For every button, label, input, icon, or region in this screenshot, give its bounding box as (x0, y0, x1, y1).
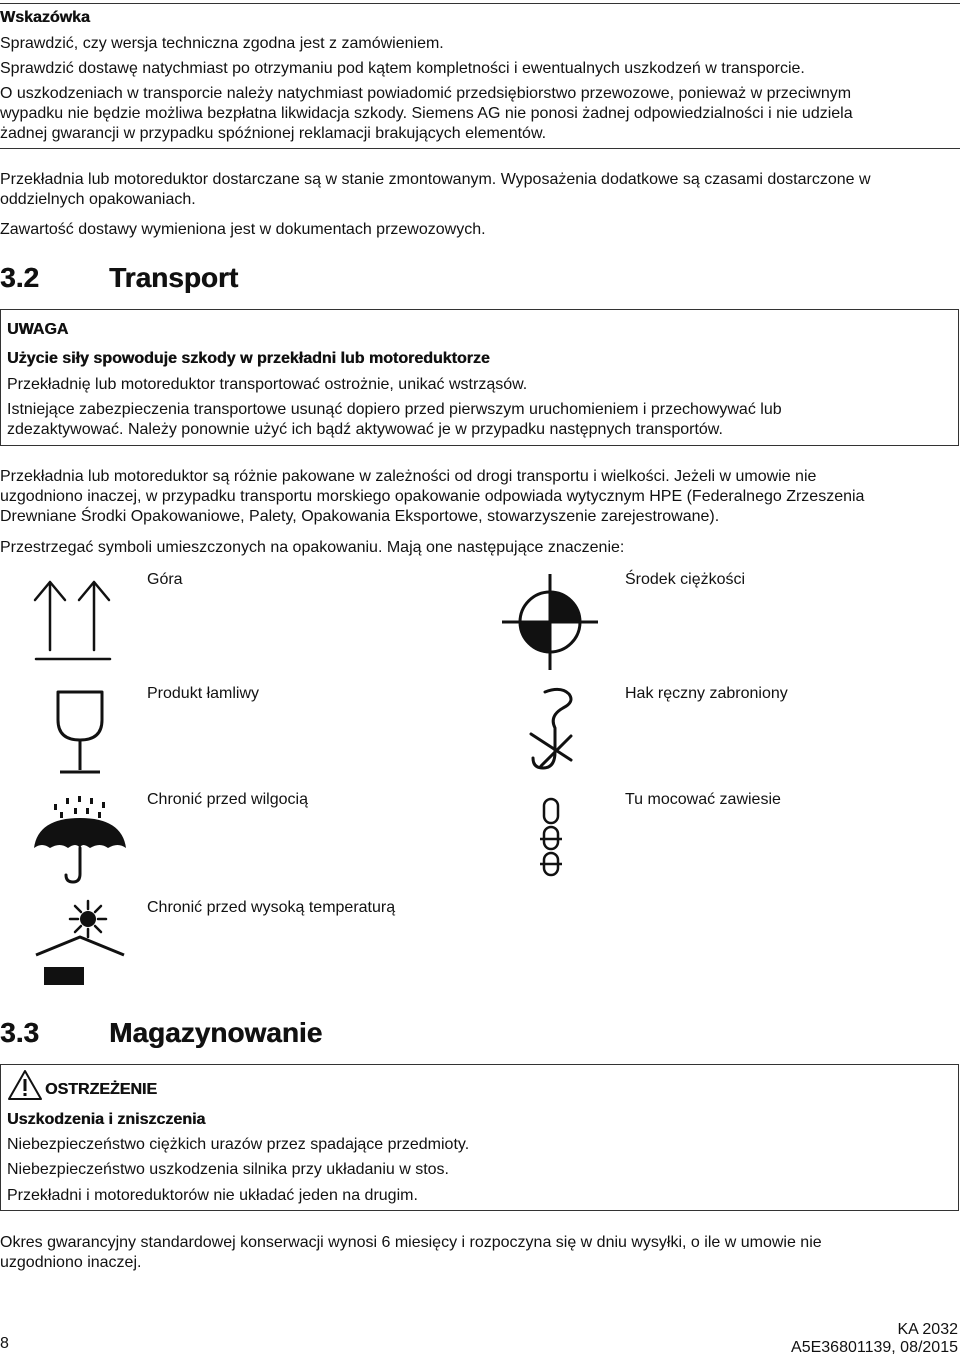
warning-box (0, 1064, 959, 1211)
doc-id: A5E36801139, 08/2015 (791, 1339, 958, 1356)
section-title-storage: Magazynowanie (109, 1017, 323, 1048)
intro-line-3: Zawartość dostawy wymieniona jest w dokumentach przewozowych. (0, 221, 486, 238)
hint-title: Wskazówka (0, 9, 90, 26)
transport-line-2: uzgodniono inaczej, w przypadku transportu morskiego opakowanie odpowiada wytycznym HPE (Federalnego Zrzeszenia (0, 488, 865, 505)
hint-top-rule (0, 3, 960, 4)
no-hooks-icon (525, 686, 585, 776)
center-of-gravity-icon (500, 572, 600, 672)
symbol-label-no-hooks: Hak ręczny zabroniony (625, 685, 788, 702)
warning-line-3: Przekładni i motoreduktorów nie układać jeden na drugim. (7, 1187, 418, 1204)
section-number-storage: 3.3 (0, 1017, 39, 1048)
warranty-line-2: uzgodniono inaczej. (0, 1254, 142, 1271)
notice-box (0, 309, 959, 446)
symbol-label-keep-dry: Chronić przed wilgocią (147, 791, 308, 808)
protect-from-heat-icon (30, 897, 130, 989)
hint-line-3: O uszkodzeniach w transporcie należy natychmiast powiadomić przedsiębiorstwo przewozowe, ponieważ w przeciwnym (0, 85, 852, 102)
hint-line-1: Sprawdzić, czy wersja techniczna zgodna jest z zamówieniem. (0, 35, 444, 52)
keep-dry-umbrella-icon (30, 792, 130, 887)
notice-line-1: Przekładnię lub motoreduktor transportować ostrożnie, unikać wstrząsów. (7, 376, 528, 393)
warning-line-1: Niebezpieczeństwo ciężkich urazów przez spadające przedmioty. (7, 1136, 470, 1153)
warning-heading: Uszkodzenia i zniszczenia (7, 1111, 206, 1128)
section-number-transport: 3.2 (0, 262, 39, 293)
notice-line-3: zdezaktywować. Należy ponownie użyć ich bądź aktywować je w przypadku następnych transportów. (7, 421, 723, 438)
intro-line-1: Przekładnia lub motoreduktor dostarczane są w stanie zmontowanym. Wyposażenia dodatkowe są czasami dostarczone w (0, 171, 871, 188)
hint-line-4: wypadku nie będzie możliwa bezpłatna likwidacja szkody. Siemens AG nie ponosi żadnej odpowiedzialności i nie udziela (0, 105, 853, 122)
transport-line-3: Drewniane Środki Opakowaniowe, Palety, Opakowania Eksportowe, stowarzyszenie zarejestrowane). (0, 508, 720, 525)
transport-line-1: Przekładnia lub motoreduktor są różnie pakowane w zależności od drogi transportu i wielkości. Jeżeli w umowie nie (0, 468, 817, 485)
fragile-glass-icon (50, 688, 110, 778)
section-title-transport: Transport (109, 262, 239, 293)
hint-bottom-rule (0, 148, 960, 149)
symbol-label-fragile: Produkt łamliwy (147, 685, 260, 702)
symbol-label-center-of-gravity: Środek ciężkości (625, 571, 746, 588)
symbol-label-up: Góra (147, 571, 183, 588)
notice-heading: Użycie siły spowoduje szkody w przekładni lub motoreduktorze (7, 350, 490, 367)
hint-line-2: Sprawdzić dostawę natychmiast po otrzymaniu pod kątem kompletności i ewentualnych uszkodzeń w transporcie. (0, 60, 805, 77)
notice-label: UWAGA (7, 321, 69, 338)
this-way-up-icon (30, 575, 115, 665)
warranty-line-1: Okres gwarancyjny standardowej konserwacji wynosi 6 miesięcy i rozpoczyna się w dniu wysyłki, o ile w umowie nie (0, 1234, 822, 1251)
doc-code: KA 2032 (897, 1321, 958, 1338)
symbols-intro: Przestrzegać symboli umieszczonych na opakowaniu. Mają one następujące znaczenie: (0, 539, 625, 556)
symbol-label-sling-here: Tu mocować zawiesie (625, 791, 781, 808)
page-number: 8 (0, 1335, 9, 1352)
notice-line-2: Istniejące zabezpieczenia transportowe usunąć dopiero przed pierwszym uruchomieniem i przechowywać lub (7, 401, 782, 418)
warning-triangle-icon (7, 1069, 43, 1101)
hint-line-5: żadnej gwarancji w przypadku spóźnionej reklamacji brakujących elementów. (0, 125, 547, 142)
warning-line-2: Niebezpieczeństwo uszkodzenia silnika przy układaniu w stos. (7, 1161, 449, 1178)
sling-here-chain-icon (536, 795, 566, 880)
warning-label: OSTRZEŻENIE (45, 1081, 158, 1098)
symbol-label-protect-heat: Chronić przed wysoką temperaturą (147, 899, 396, 916)
intro-line-2: oddzielnych opakowaniach. (0, 191, 196, 208)
